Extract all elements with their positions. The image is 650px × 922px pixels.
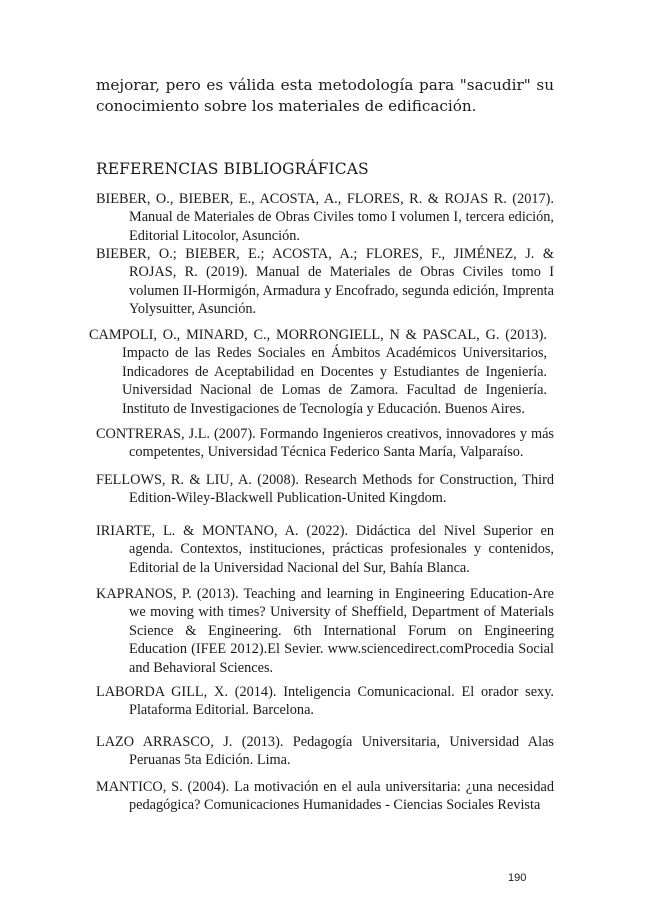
page-number: 190 bbox=[508, 872, 527, 884]
intro-paragraph: mejorar, pero es válida esta metodología para "sacudir" su conocimiento sobre los materiales de edificación. bbox=[96, 76, 554, 115]
reference-item: LABORDA GILL, X. (2014). Inteligencia Comunicacional. El orador sexy. Plataforma Editorial. Barcelona. bbox=[96, 684, 554, 719]
reference-item: BIEBER, O., BIEBER, E., ACOSTA, A., FLORES, R. & ROJAS R. (2017). Manual de Materiales de Obras Civiles tomo I volumen I, tercera edición, Editorial Litocolor, Asunción. bbox=[96, 191, 554, 244]
reference-item: LAZO ARRASCO, J. (2013). Pedagogía Universitaria, Universidad Alas Peruanas 5ta Edición. Lima. bbox=[96, 734, 554, 769]
reference-item: KAPRANOS, P. (2013). Teaching and learning in Engineering Education-Are we moving with times? University of Sheffield, Department of Materials Science & Engineering. 6th International Forum on Engineering Education (IFEE 2012).El Sevier. www.sciencedirect.comProcedia Social and Behavioral Sciences. bbox=[96, 586, 554, 676]
reference-item: BIEBER, O.; BIEBER, E.; ACOSTA, A.; FLORES, F., JIMÉNEZ, J. & ROJAS, R. (2019). Manual de Materiales de Obras Civiles tomo I volumen II-Hormigón, Armadura y Encofrado, segunda edición, Imprenta Yolysuitter, Asunción. bbox=[96, 246, 554, 318]
reference-item: CONTRERAS, J.L. (2007). Formando Ingenieros creativos, innovadores y más competentes, Universidad Técnica Federico Santa María, Valparaíso. bbox=[96, 426, 554, 461]
reference-item: CAMPOLI, O., MINARD, C., MORRONGIELL, N & PASCAL, G. (2013). Impacto de las Redes Sociales en Ámbitos Académicos Universitarios, Indicadores de Aceptabilidad en Docentes y Estudiantes de Ingeniería. Universidad Nacional de Lomas de Zamora. Facultad de Ingeniería. Instituto de Investigaciones de Tecnología y Educación. Buenos Aires. bbox=[89, 327, 547, 417]
reference-item: MANTICO, S. (2004). La motivación en el aula universitaria: ¿una necesidad pedagógica? Comunicaciones Humanidades - Ciencias Sociales Revista bbox=[96, 779, 554, 814]
reference-item: FELLOWS, R. & LIU, A. (2008). Research Methods for Construction, Third Edition-Wiley-Blackwell Publication-United Kingdom. bbox=[96, 472, 554, 507]
reference-item: IRIARTE, L. & MONTANO, A. (2022). Didáctica del Nivel Superior en agenda. Contextos, instituciones, prácticas profesionales y contenidos, Editorial de la Universidad Nacional del Sur, Bahía Blanca. bbox=[96, 523, 554, 576]
references-heading: REFERENCIAS BIBLIOGRÁFICAS bbox=[96, 160, 369, 178]
